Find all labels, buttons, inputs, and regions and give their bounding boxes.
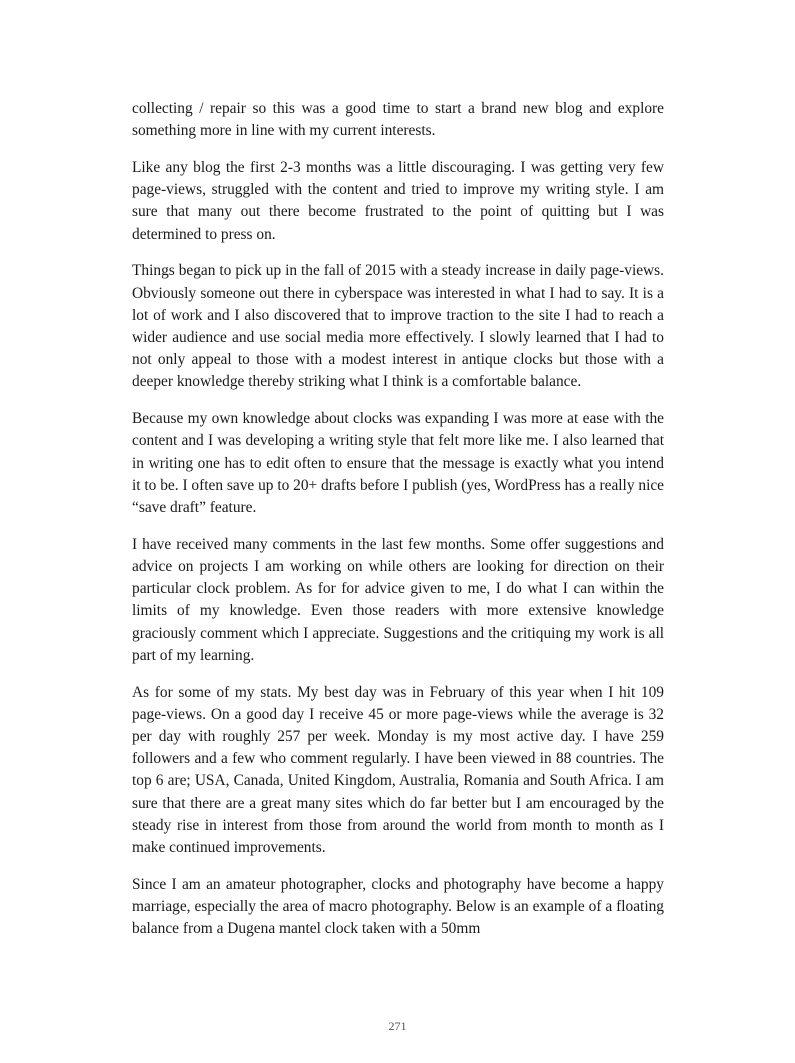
page-number: 271 [388,1019,407,1033]
paragraph-7: Since I am an amateur photographer, clocks and photography have become a happy marriage, especially the area of macro photography. Below is an example of a floating balance from a Dugena mantel clock taken with a 50mm [132,875,664,938]
paragraph-3: Things began to pick up in the fall of 2015 with a steady increase in daily page-views. Obviously someone out there in cyberspace was interested in what I had to say. It is a lot of work and I also discovered that to improve traction to the site I had to reach a wider audience and use social media more effectively. I slowly learned that I had to not only appeal to those with a modest interest in antique clocks but those with a deeper knowledge thereby striking what I think is a comfortable balance. [132,262,664,391]
paragraph-2: Like any blog the first 2-3 months was a little discouraging. I was getting very few page-views, struggled with the content and tried to improve my writing style. I am sure that many out there become frustrated to the point of quitting but I was determined to press on. [132,159,664,243]
paragraph-1: collecting / repair so this was a good time to start a brand new blog and explore something more in line with my current interests. [132,100,664,140]
paragraph-5: I have received many comments in the last few months. Some offer suggestions and advice on projects I am working on while others are looking for direction on their particular clock problem. As for for advice given to me, I do what I can within the limits of my knowledge. Even those readers with more extensive knowledge graciously comment which I appreciate. Suggestions and the critiquing my work is all part of my learning. [132,535,664,664]
body-text [132,98,664,955]
paragraph-6: As for some of my stats. My best day was in February of this year when I hit 109 page-views. On a good day I receive 45 or more page-views while the average is 32 per day with roughly 257 per week. Monday is my most active day. I have 259 followers and a few who comment regularly. I have been viewed in 88 countries. The top 6 are; USA, Canada, United Kingdom, Australia, Romania and South Africa. I am sure that there are a great many sites which do far better but I am encouraged by the steady rise in interest from those from around the world from month to month as I make continued improvements. [132,683,664,857]
paragraph-4: Because my own knowledge about clocks was expanding I was more at ease with the content and I was developing a writing style that felt more like me. I also learned that in writing one has to edit often to ensure that the message is exactly what you intend it to be. I often save up to 20+ drafts before I publish (yes, WordPress has a really nice “save draft” feature. [132,410,665,517]
